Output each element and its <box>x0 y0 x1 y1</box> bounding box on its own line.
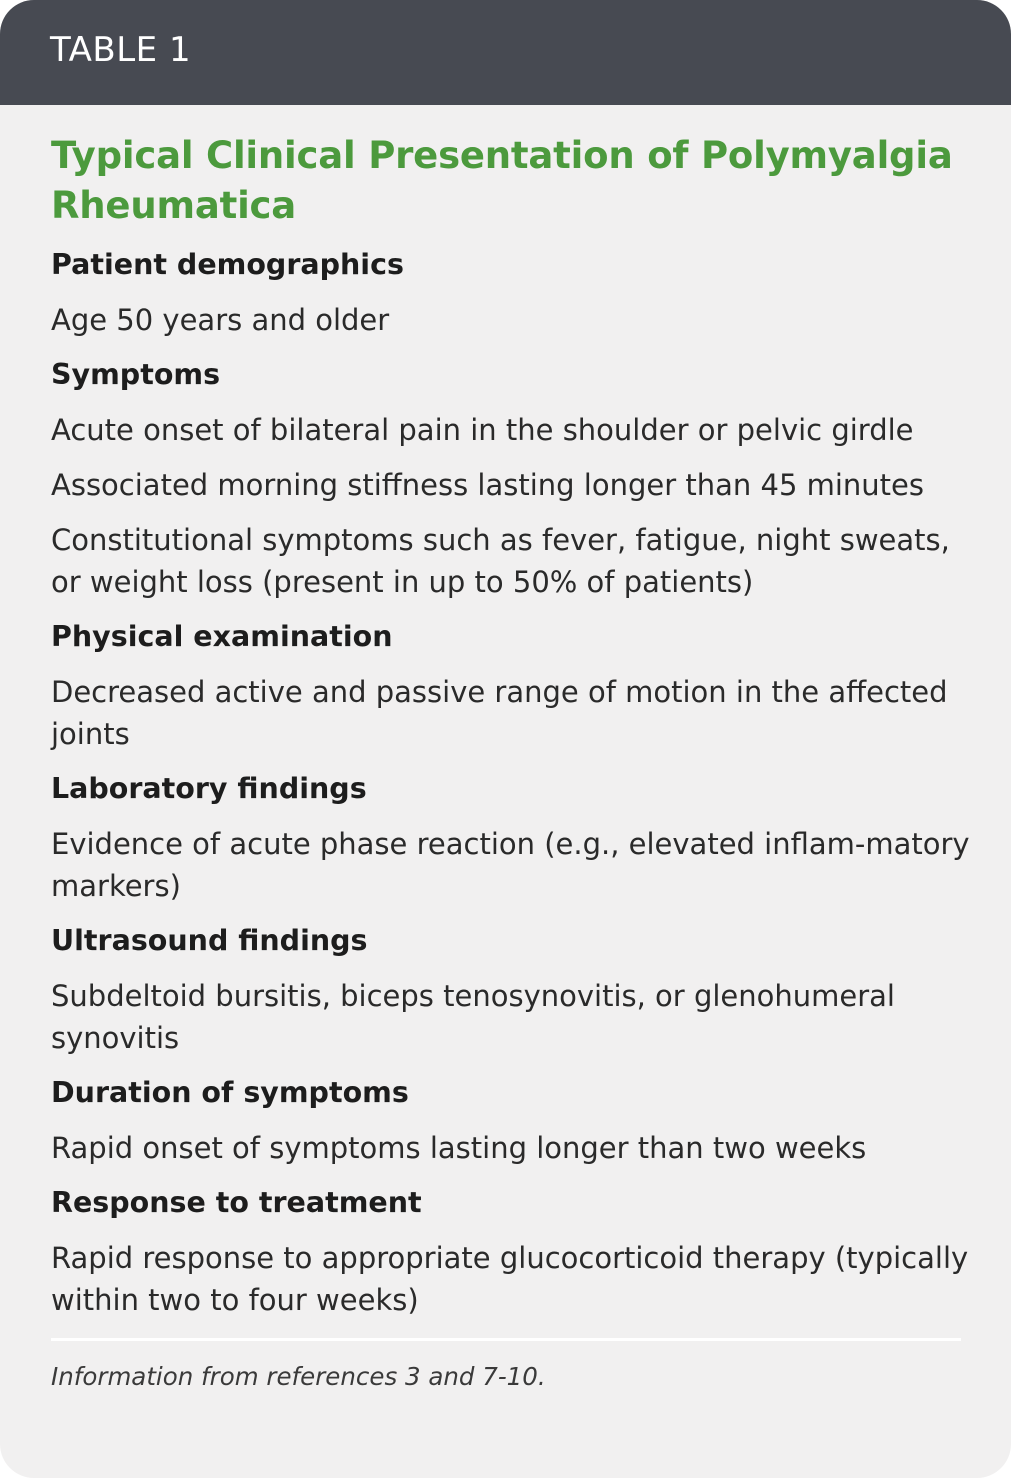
table-label: TABLE 1 <box>50 29 192 70</box>
section-heading: Response to treatment <box>51 1186 422 1219</box>
table-title: Typical Clinical Presentation of Polymyalgia Rheumatica <box>51 134 953 227</box>
section-item: Evidence of acute phase reaction (e.g., elevated inflam-matory markers) <box>51 827 970 903</box>
section-physical-examination <box>51 616 971 755</box>
section-item: Rapid response to appropriate glucocorticoid therapy (typically within two to four weeks) <box>51 1241 969 1317</box>
section-heading: Laboratory findings <box>51 772 367 805</box>
section-heading: Patient demographics <box>51 248 404 281</box>
section-item: Subdeltoid bursitis, biceps tenosynovitis, or glenohumeral synovitis <box>51 979 895 1055</box>
section-item: Rapid onset of symptoms lasting longer than two weeks <box>51 1131 867 1165</box>
section-heading: Physical examination <box>51 620 393 653</box>
section-ultrasound-findings <box>51 920 971 1059</box>
section-item: Age 50 years and older <box>51 303 390 337</box>
table-header <box>0 0 1011 105</box>
section-patient-demographics <box>51 244 971 341</box>
section-item: Acute onset of bilateral pain in the shoulder or pelvic girdle <box>51 413 914 447</box>
footnote: Information from references 3 and 7-10. <box>51 1362 546 1391</box>
section-heading: Symptoms <box>51 358 221 391</box>
section-item: Decreased active and passive range of motion in the affected joints <box>51 675 948 751</box>
section-heading: Ultrasound findings <box>51 924 368 957</box>
section-response-to-treatment <box>51 1182 971 1321</box>
section-symptoms <box>51 354 971 603</box>
section-heading: Duration of symptoms <box>51 1076 409 1109</box>
table-content <box>0 131 1011 1395</box>
section-item: Constitutional symptoms such as fever, fatigue, night sweats, or weight loss (present in up to 50% of patients) <box>51 523 950 599</box>
section-duration-of-symptoms <box>51 1072 971 1169</box>
footnote-divider <box>51 1338 961 1341</box>
section-laboratory-findings <box>51 768 971 907</box>
section-item: Associated morning stiffness lasting longer than 45 minutes <box>51 468 925 502</box>
